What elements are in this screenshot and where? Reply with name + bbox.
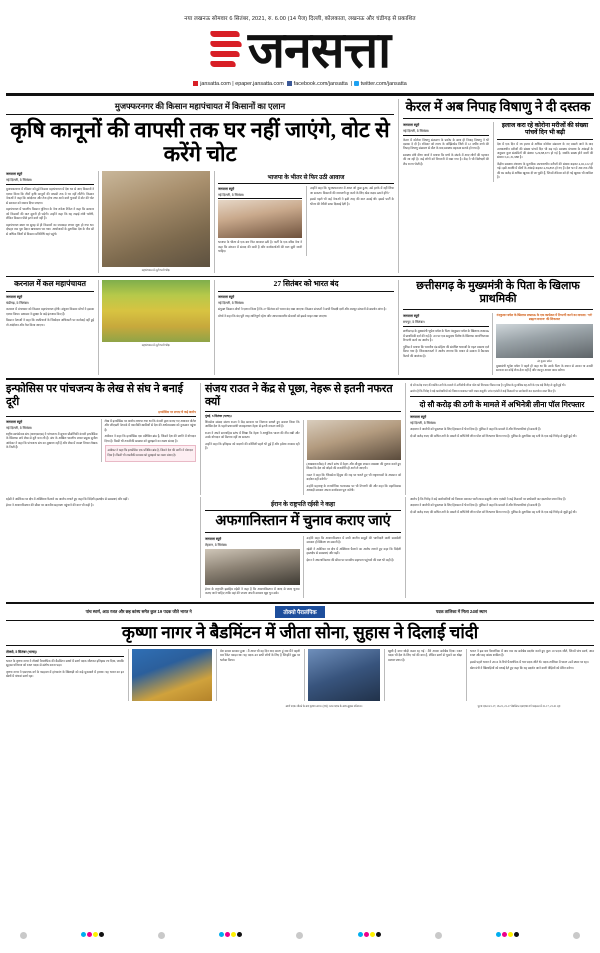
lead-location: नई दिल्ली, 5 सितंबर। <box>6 178 33 183</box>
sports-headline[interactable]: कृष्णा नागर ने बैडमिंटन में जीता सोना, सुहास ने दिलाई चांदी <box>121 622 479 642</box>
lead-body: मुजफ्फरनगर में रविवार को हुई किसान महापंचायत में देश भर से आए किसानों ने एलान किया कि तीनों कृषि कानूनों की वापसी तक वे घर नहीं लौटेंगे। किसान नेताओं ने कहा कि आंदोलन और तेज होगा तथा आने वाले चुनावों में वोट की चोट से सरकार को जवाब दिया जाएगा। महापंचायत में भारतीय किसान यूनियन के नेता राकेश टिकैत ने कहा कि सरकार को किसानों की बात सुननी ही पड़ेगी। उन्होंने कहा कि यह लड़ाई लंबी चलेगी, लेकिन किसान पीछे हटने वाले नहीं हैं। महापंचायत स्थल पर सुबह से ही किसानों का जमावड़ा लगना शुरू हो गया था। दोपहर तक पूरा मैदान खचाखच भर गया। आयोजकों के मुताबिक देश के तीन सौ से अधिक जिलों से किसान प्रतिनिधि यहां पहुंचे। <box>6 187 94 236</box>
chhattisgarh-photo-caption: नंद कुमार बघेल <box>537 359 552 363</box>
web-links: jansatta.com | epaper.jansatta.com facebook.com/jansatta | twitter.com/jansatta <box>0 81 600 87</box>
registration-marks <box>0 928 600 939</box>
reg-cmyk-group <box>496 932 519 939</box>
infosys-byline: जनसत्ता ब्यूरो <box>6 419 23 424</box>
lead-column-1 <box>6 171 94 273</box>
iran-byline: जनसत्ता ब्यूरो <box>205 536 222 541</box>
leena-headline[interactable]: दो सौ करोड़ की ठगी के मामले में अभिनेत्री लीना पॉल गिरफ्तार <box>419 400 585 410</box>
sanjay-raut-story <box>200 383 401 495</box>
infosys-body-2: लेख में इन्फोसिस पर आरोप लगाया गया था कि कंपनी द्वारा बनाए गए आयकर पोर्टल और जीएसटी नेटवर्क में तकनीकी खामियों से देश की अर्थव्यवस्था को नुकसान पहुंचा है। आंबेकर ने कहा कि इन्फोसिस एक प्रतिष्ठित ब्रांड है, जिसने देश की प्रगति में योगदान दिया है। किसी भी तकनीकी समस्या को सुलझाने का रास्ता संवाद है। <box>104 418 196 443</box>
nipah-sub-headline: इलाज करा रहे कोरोना मरीजों की संख्या पांचवें दिन भी बढ़ी <box>501 121 589 137</box>
karnal-byline: जनसत्ता ब्यूरो <box>6 295 23 300</box>
sports-event-chip: तोक्यो पैरालंपिक <box>275 606 324 618</box>
raut-byline: मुंबई, 5 सितंबर (भाषा)। <box>205 413 232 418</box>
row-three <box>0 375 600 495</box>
bharat-bandh-story <box>214 280 394 375</box>
reg-dot-gray <box>573 932 580 939</box>
lead-byline: जनसत्ता ब्यूरो <box>6 172 23 177</box>
sports-col-6 <box>466 649 594 701</box>
rally-photo-block <box>98 280 210 375</box>
chhattisgarh-byline: जनसत्ता ब्यूरो <box>403 314 420 319</box>
lead-photo <box>102 171 210 267</box>
bandh-byline: जनसत्ता ब्यूरो <box>218 295 235 300</box>
iran-location: तेहरान, 5 सितंबर। <box>205 542 228 547</box>
masthead <box>0 0 600 96</box>
nipah-headline[interactable]: केरल में अब निपाह विषाणु ने दी दस्तक <box>405 99 591 114</box>
paper-title: जनसत्ता <box>247 22 391 78</box>
masthead-logo <box>0 24 600 76</box>
lead-photo-caption: महापंचायत में जुटी भारी भीड़। <box>141 269 171 273</box>
sports-band <box>6 604 594 620</box>
leena-body: अदालत ने आरोपी को पूछताछ के लिए हिरासत में भेज दिया है। पुलिस ने कहा कि मामले में और गिरफ्तारियां हो सकती हैं। दो सौ करोड़ रुपए की कथित ठगी के मामले में अभिनेत्री लीना पॉल को गिरफ्तार किया गया है। पुलिस के मुताबिक वह ठगी के एक बड़े गिरोह से जुड़ी हुई थी। <box>410 427 577 438</box>
iran-body-1: ईरान के राष्ट्रपति इब्राहिम रईसी ने कहा है कि अफगानिस्तान में जल्द से जल्द चुनाव कराए जाने चाहिए ताकि वहां की जनता अपनी सरकार खुद चुन सके। <box>205 586 300 596</box>
reg-cmyk-group <box>81 932 104 939</box>
karnal-location: चंडीगढ़, 5 सितंबर। <box>6 301 30 306</box>
row-two-left <box>6 280 394 375</box>
chhattisgarh-headline[interactable]: छत्तीसगढ़ के मुख्यमंत्री के पिता के खिलाफ प्राथमिकी <box>416 280 580 306</box>
bjp-location: नई दिल्ली, 5 सितंबर। <box>218 193 245 198</box>
bandh-body: संयुक्त किसान मोर्चा ने एलान किया है कि 27 सितंबर को भारत बंद रखा जाएगा। किसान संगठनों ने सभी विपक्षी दलों और मजदूर संगठनों से समर्थन मांगा है। मोर्चा ने कहा कि बंद पूरी तरह शांतिपूर्ण रहेगा और आपातकालीन सेवाओं को इससे बाहर रखा जाएगा। <box>218 307 387 318</box>
sports-photo-2 <box>308 649 380 701</box>
bandh-headline[interactable]: 27 सितंबर को भारत बंद <box>273 279 339 289</box>
reg-cmyk-group <box>219 932 242 939</box>
bjp-kicker: भाजपा के भीतर से फिर उठी आवाज <box>218 171 394 184</box>
chhattisgarh-story <box>398 280 593 375</box>
twitter-icon <box>354 81 359 86</box>
leena-filler-top: दो सौ करोड़ रुपए की कथित ठगी के मामले में अभिनेत्री लीना पॉल को गिरफ्तार किया गया है। पुलिस के मुताबिक वह ठगी के एक बड़े गिरोह से जुड़ी हुई थी। आरोप है कि गिरोह ने बड़े कारोबारियों को निशाना बनाकर भारी रकम वसूली। जांच एजंसी ने कई ठिकानों पर छापेमारी कर दस्तावेज जब्त किए हैं। <box>410 382 566 393</box>
nipah-story <box>398 99 593 273</box>
twitter-link[interactable]: twitter.com/jansatta <box>360 81 407 87</box>
iran-filler-body: रईसी ने अमेरिका पर क्षेत्र में अस्थिरता फैलाने का आरोप लगाते हुए कहा कि विदेशी हस्तक्षेप से समस्याएं और बढ़ीं। ईरान ने अफगानिस्तान की सीमा पर मानवीय सहायता पहुंचाने की बात भी कही है। <box>6 496 129 508</box>
chhattisgarh-location: रायपुर, 5 सितंबर। <box>403 320 425 325</box>
karnal-body: करनाल में मंगलवार को किसान महापंचायत होगी। संयुक्त किसान मोर्चा ने इसका एलान किया। प्रशासन ने सुरक्षा के कड़े इंतजाम किए हैं। किसान नेताओं ने कहा कि लाठीचार्ज के जिम्मेदार अधिकारी पर कार्रवाई नहीं हुई तो आंदोलन और तेज किया जाएगा। <box>6 307 94 327</box>
site-icon <box>193 81 198 86</box>
nipah-location: नई दिल्ली, 5 सितंबर। <box>403 128 430 133</box>
sports-body-1: भारत के कृष्णा नागर ने तोक्यो पैरालंपिक की बैडमिंटन स्पर्धा में स्वर्ण पदक जीतकर इतिहास रच दिया, जबकि सुहास यतिराज को रजत पदक से संतोष करना पड़ा। कृष्णा नागर ने एसएच6 वर्ग के फाइनल में हांगकांग के खिलाड़ी को कड़े मुकाबले में हराया। यह भारत का इन खेलों में पांचवां स्वर्ण रहा। <box>6 658 124 679</box>
reg-cmyk-group <box>358 932 381 939</box>
raut-photo <box>307 420 402 460</box>
bjp-body-rest: उन्होंने कहा कि 'मुजफ्फरनगर में आज जो कुछ हुआ, उसे हल्के में नहीं लिया जा सकता। किसानों की नाराजगी दूर करने के लिए ठोस कदम उठाने होंगे।' इससे पहले भी कई नेताओं ने इसी तरह की बात उठाई थी। इससे पार्टी के भीतर की बेचैनी साफ दिखाई देती है। <box>310 186 394 206</box>
sports-results: पुरुष एकल 21-17, 16-21, 21-17 बैडमिंटन एसएच6 वर्ग फाइनल में 21-17, 21-21 रहा <box>477 704 561 708</box>
chhattisgarh-photo <box>496 324 593 358</box>
infosys-location: नई दिल्ली, 5 सितंबर। <box>6 425 33 430</box>
lead-section <box>0 96 600 273</box>
iran-kicker: ईरान के राष्ट्रपति रईसी ने कहा <box>205 497 401 511</box>
sports-photo-1 <box>132 649 212 701</box>
sports-footer-row <box>6 703 594 709</box>
sports-col-3 <box>216 649 300 701</box>
reg-dot-gray <box>296 932 303 939</box>
nipah-byline: जनसत्ता ब्यूरो <box>403 122 420 127</box>
raut-body-right: (अखबारनवीस) ने अपने स्तंभ में नेहरू और मौजूदा शासन व्यवस्था की तुलना करते हुए लिखा कि देश को जोड़ने की राजनीति ही आगे ले जाएगी। राउत ने कहा कि 'शिवसेना हिंदुत्व की राह पर चलते हुए भी राष्ट्रनायकों के अपमान को बर्दाश्त नहीं करेगी।' उन्होंने महाराष्ट्र के राजनीतिक घटनाक्रम पर भी टिप्पणी की और कहा कि महाविकास आघाड़ी सरकार अपना कार्यकाल पूरा करेगी। <box>306 461 401 493</box>
lead-headline[interactable]: कृषि कानूनों की वापसी तक घर नहीं जाएंगे, वोट से करेंगे चोट <box>10 118 390 167</box>
iran-photo <box>205 549 300 585</box>
infosys-body-1: राष्ट्रीय स्वयंसेवक संघ (आरएसएस) ने पांचजन्य में सूचना प्रौद्योगिकी कंपनी इन्फोसिस के खिलाफ छपे लेख से दूरी बना ली है। संघ के अखिल भारतीय प्रचार प्रमुख सुनील आंबेकर ने कहा कि पांचजन्य संघ का मुखपत्र नहीं है और लेख में व्यक्त विचार लेखक के निजी हैं। <box>6 431 98 450</box>
reg-dot-gray <box>158 932 165 939</box>
iran-headline[interactable]: अफगानिस्तान में चुनाव कराए जाएं <box>215 512 391 529</box>
dateline: नया लखनऊ सोमवार 6 सितंबर, 2021, रु. 6.00 (14 पेज) दिल्ली, कोलकाता, लखनऊ और चंडीगढ़ से प्रकाशित <box>184 16 416 22</box>
bandh-location: नई दिल्ली, 5 सितंबर। <box>218 301 245 306</box>
sports-col-4 <box>304 649 380 701</box>
chhattisgarh-body: छत्तीसगढ़ के मुख्यमंत्री भूपेश बघेल के पिता नंदकुमार बघेल के खिलाफ लखनऊ में प्राथमिकी दर्ज की गई है। उन पर एक समुदाय विशेष के खिलाफ आपत्तिजनक टिप्पणी करने का आरोप है। पुलिस ने बताया कि भारतीय दंड संहिता की संबंधित धाराओं के तहत मामला दर्ज किया गया है। शिकायतकर्ता ने आरोप लगाया कि बयान से समाज में वैमनस्य फैलने की आशंका है। <box>403 329 489 358</box>
row-two <box>0 273 600 375</box>
raut-body-left: शिवसेना सांसद संजय राउत ने केंद्र सरकार पर निशाना साधते हुए सवाल किया कि आखिर देश के पहले प्रधानमंत्री जवाहरलाल नेहरू से इतनी नफरत क्यों है। राउत ने अपने साप्ताहिक स्तंभ में लिखा कि नेहरू ने आधुनिक भारत की नींव रखी और उनके योगदान को मिटाया नहीं जा सकता। उन्होंने कहा कि इतिहास को बदलने की कोशिशें पहले भी हुई हैं और हमेशा नाकाम रही हैं। <box>205 419 300 451</box>
nipah-body-left: केरल में कोरोना विषाणु संक्रमण के प्रकोप के साथ ही निपाह विषाणु ने भी दस्तक दे दी है। रविवार को राज्य के कोझिकोड जिले में 12 वर्षीय बच्चे की निपाह विषाणु संक्रमण से मौत के बाद स्वास्थ्य महकमा सतर्क हो गया है। स्वास्थ्य मंत्री वीणा जार्ज ने बताया कि बच्चे के संपर्क में आए लोगों की पहचान की जा रही है। कई लोगों को निगरानी में रखा गया है। केंद्र ने भी विशेषज्ञों की टीम राज्य भेजी है। <box>403 137 489 166</box>
chhattisgarh-highlight: नंदकुमार बघेल के खिलाफ लखनऊ के एक कार्यक्रम में टिप्पणी करने का मामला। 'गर्व' ब्राह्मण समाज' की शिकायत <box>496 313 593 322</box>
bjp-story <box>214 171 394 273</box>
infosys-story <box>6 383 196 495</box>
nipah-body-right: देश में एक दिन में 38 हजार से अधिक कोरोना संक्रमण के नए मामले आने के बाद उपचाराधीन मरीजों की संख्या पांचवें दिन भी बढ़ गई। स्वास्थ्य मंत्रालय के आंकड़ों के अनुसार कुल संक्रमितों की संख्या 3,29,88,673 हो गई है, जबकि स्वस्थ होने वालों की संख्या 3,21,31,988 है। केंद्रीय स्वास्थ्य मंत्रालय के मुताबिक उपचाराधीन मरीजों की संख्या बढ़कर 4,02,122 हो गई। इसी अवधि में मौतों के आंकड़े बढ़कर 4,39,895 हो गए हैं। देश भर में अब तक टीके की 69 करोड़ से अधिक खुराक दी जा चुकी हैं, जिनमें रविवार को दी गई खुराक भी शामिल है। <box>497 142 593 180</box>
row-four <box>0 495 600 598</box>
sports-col-1 <box>6 649 124 701</box>
karnal-headline[interactable]: करनाल में कल महापंचायत <box>14 279 86 289</box>
rally-photo-caption: महापंचायत में जुटी भारी भीड़। <box>141 344 171 348</box>
karnal-story <box>6 280 94 375</box>
bjp-body-1: भाजपा के भीतर से एक बार फिर आवाज उठी है। पार्टी के एक वरिष्ठ नेता ने कहा कि संगठन में संवाद की कमी है और कार्यकर्ताओं की बात सुनी जानी चाहिए। <box>218 240 302 254</box>
lead-kicker: मुजफ्फरनगर की किसान महापंचायत में किसानों का एलान <box>6 99 394 115</box>
sports-quote-1: मेरा सपना साकार हुआ : मैं आज भी वह दिन याद करता हूं जब मैंने पहली बार रैकेट पकड़ा था। यह पदक उन सभी लोगों के लिए है जिन्होंने मुझ पर भरोसा किया। <box>220 648 300 662</box>
sports-section <box>0 602 600 709</box>
site-link[interactable]: jansatta.com | epaper.jansatta.com <box>200 81 284 87</box>
leena-paul-story <box>405 383 594 495</box>
lead-main <box>6 99 394 273</box>
facebook-icon <box>287 81 292 86</box>
sports-caption: स्वर्ण पदक जीतने के बाद कृष्णा नागर। (दाएं) रजत पदक के साथ सुहास यतिराज। <box>285 704 363 708</box>
infosys-side-note: इन्फोसिस पर लगाए थे कई आरोप <box>158 409 196 414</box>
iran-story <box>200 497 401 598</box>
bjp-byline: जनसत्ता ब्यूरो <box>218 187 235 192</box>
sports-body-2: भारत ने इस बार पैरालंपिक में अब तक का सर्वश्रेष्ठ प्रदर्शन करते हुए कुल 19 पदक जीते, जिनमें पांच स्वर्ण, आठ रजत और छह कांस्य शामिल हैं। इससे पहले भारत ने 2016 के रियो पैरालंपिक में चार पदक जीते थे। पदक तालिका में भारत 24वें स्थान पर रहा। खेल मंत्री ने खिलाड़ियों को बधाई देते हुए कहा कि यह प्रदर्शन आने वाली पीढ़ियों को प्रेरित करेगा। <box>470 648 594 671</box>
leena-byline: जनसत्ता ब्यूरो <box>410 415 427 420</box>
sports-quote-2: खुशी है मगर थोड़ी कसर रह गई : मैंने अपना सर्वश्रेष्ठ दिया। रजत पदक भी देश के लिए गर्व की बात है, लेकिन स्वर्ण से चूकने का थोड़ा मलाल जरूर है। <box>388 648 462 662</box>
infosys-tint-box: आंबेकर ने कहा कि इन्फोसिस एक प्रतिष्ठित ब्रांड है, जिसने देश की प्रगति में योगदान दिया है। किसी भी तकनीकी समस्या को सुलझाने का रास्ता संवाद है। <box>105 445 197 461</box>
flame-logo-icon <box>210 29 244 71</box>
raut-headline[interactable]: संजय राउत ने केंद्र से पूछा, नेहरू से इतनी नफरत क्यों <box>205 382 393 408</box>
iran-body-2: उन्होंने कहा कि अफगानिस्तान में सभी जातीय समूहों की भागीदारी वाली समावेशी सरकार ही स्थिरता ला सकती है। रईसी ने अमेरिका पर क्षेत्र में अस्थिरता फैलाने का आरोप लगाते हुए कहा कि विदेशी हस्तक्षेप से समस्याएं और बढ़ीं। ईरान ने अफगानिस्तान की सीमा पर मानवीय सहायता पहुंचाने की बात भी कही है। <box>306 535 401 562</box>
leena-continued <box>405 497 594 598</box>
leena-body-cont: आरोप है कि गिरोह ने बड़े कारोबारियों को निशाना बनाकर भारी रकम वसूली। जांच एजंसी ने कई ठिकानों पर छापेमारी कर दस्तावेज जब्त किए हैं। अदालत ने आरोपी को पूछताछ के लिए हिरासत में भेज दिया है। पुलिस ने कहा कि मामले में और गिरफ्तारियां हो सकती हैं। दो सौ करोड़ रुपए की कथित ठगी के मामले में अभिनेत्री लीना पॉल को गिरफ्तार किया गया है। पुलिस के मुताबिक वह ठगी के एक बड़े गिरोह से जुड़ी हुई थी। <box>410 496 577 514</box>
sports-col-2 <box>128 649 212 701</box>
sports-right-strip: पदक तालिका में मिला 24वां स्थान <box>435 608 487 614</box>
infosys-headline[interactable]: इन्फोसिस पर पांचजन्य के लेख से संघ ने बनाई दूरी <box>6 382 184 408</box>
rally-photo <box>102 280 210 342</box>
sports-col-5 <box>384 649 462 701</box>
lead-photo-column <box>98 171 210 273</box>
iran-left-filler <box>6 497 196 598</box>
sports-left-strip: पांच स्वर्ण, आठ रजत और छह कांस्य समेत कुल 19 पदक जीते भारत ने <box>85 608 192 614</box>
leena-location: नई दिल्ली, 5 सितंबर। <box>410 421 437 426</box>
sports-byline: तोक्यो, 5 सितंबर (भाषा)। <box>6 649 38 654</box>
reg-dot-gray <box>435 932 442 939</box>
reg-dot-gray <box>20 932 27 939</box>
bjp-photo <box>218 200 302 238</box>
chhattisgarh-body-2: मुख्यमंत्री भूपेश बघेल ने पहले ही कहा था कि उनके पिता के बयान से उनका या उनकी सरकार का कोई लेना-देना नहीं है और कानून अपना काम करेगा। <box>496 363 593 373</box>
facebook-link[interactable]: facebook.com/jansatta <box>293 81 348 87</box>
